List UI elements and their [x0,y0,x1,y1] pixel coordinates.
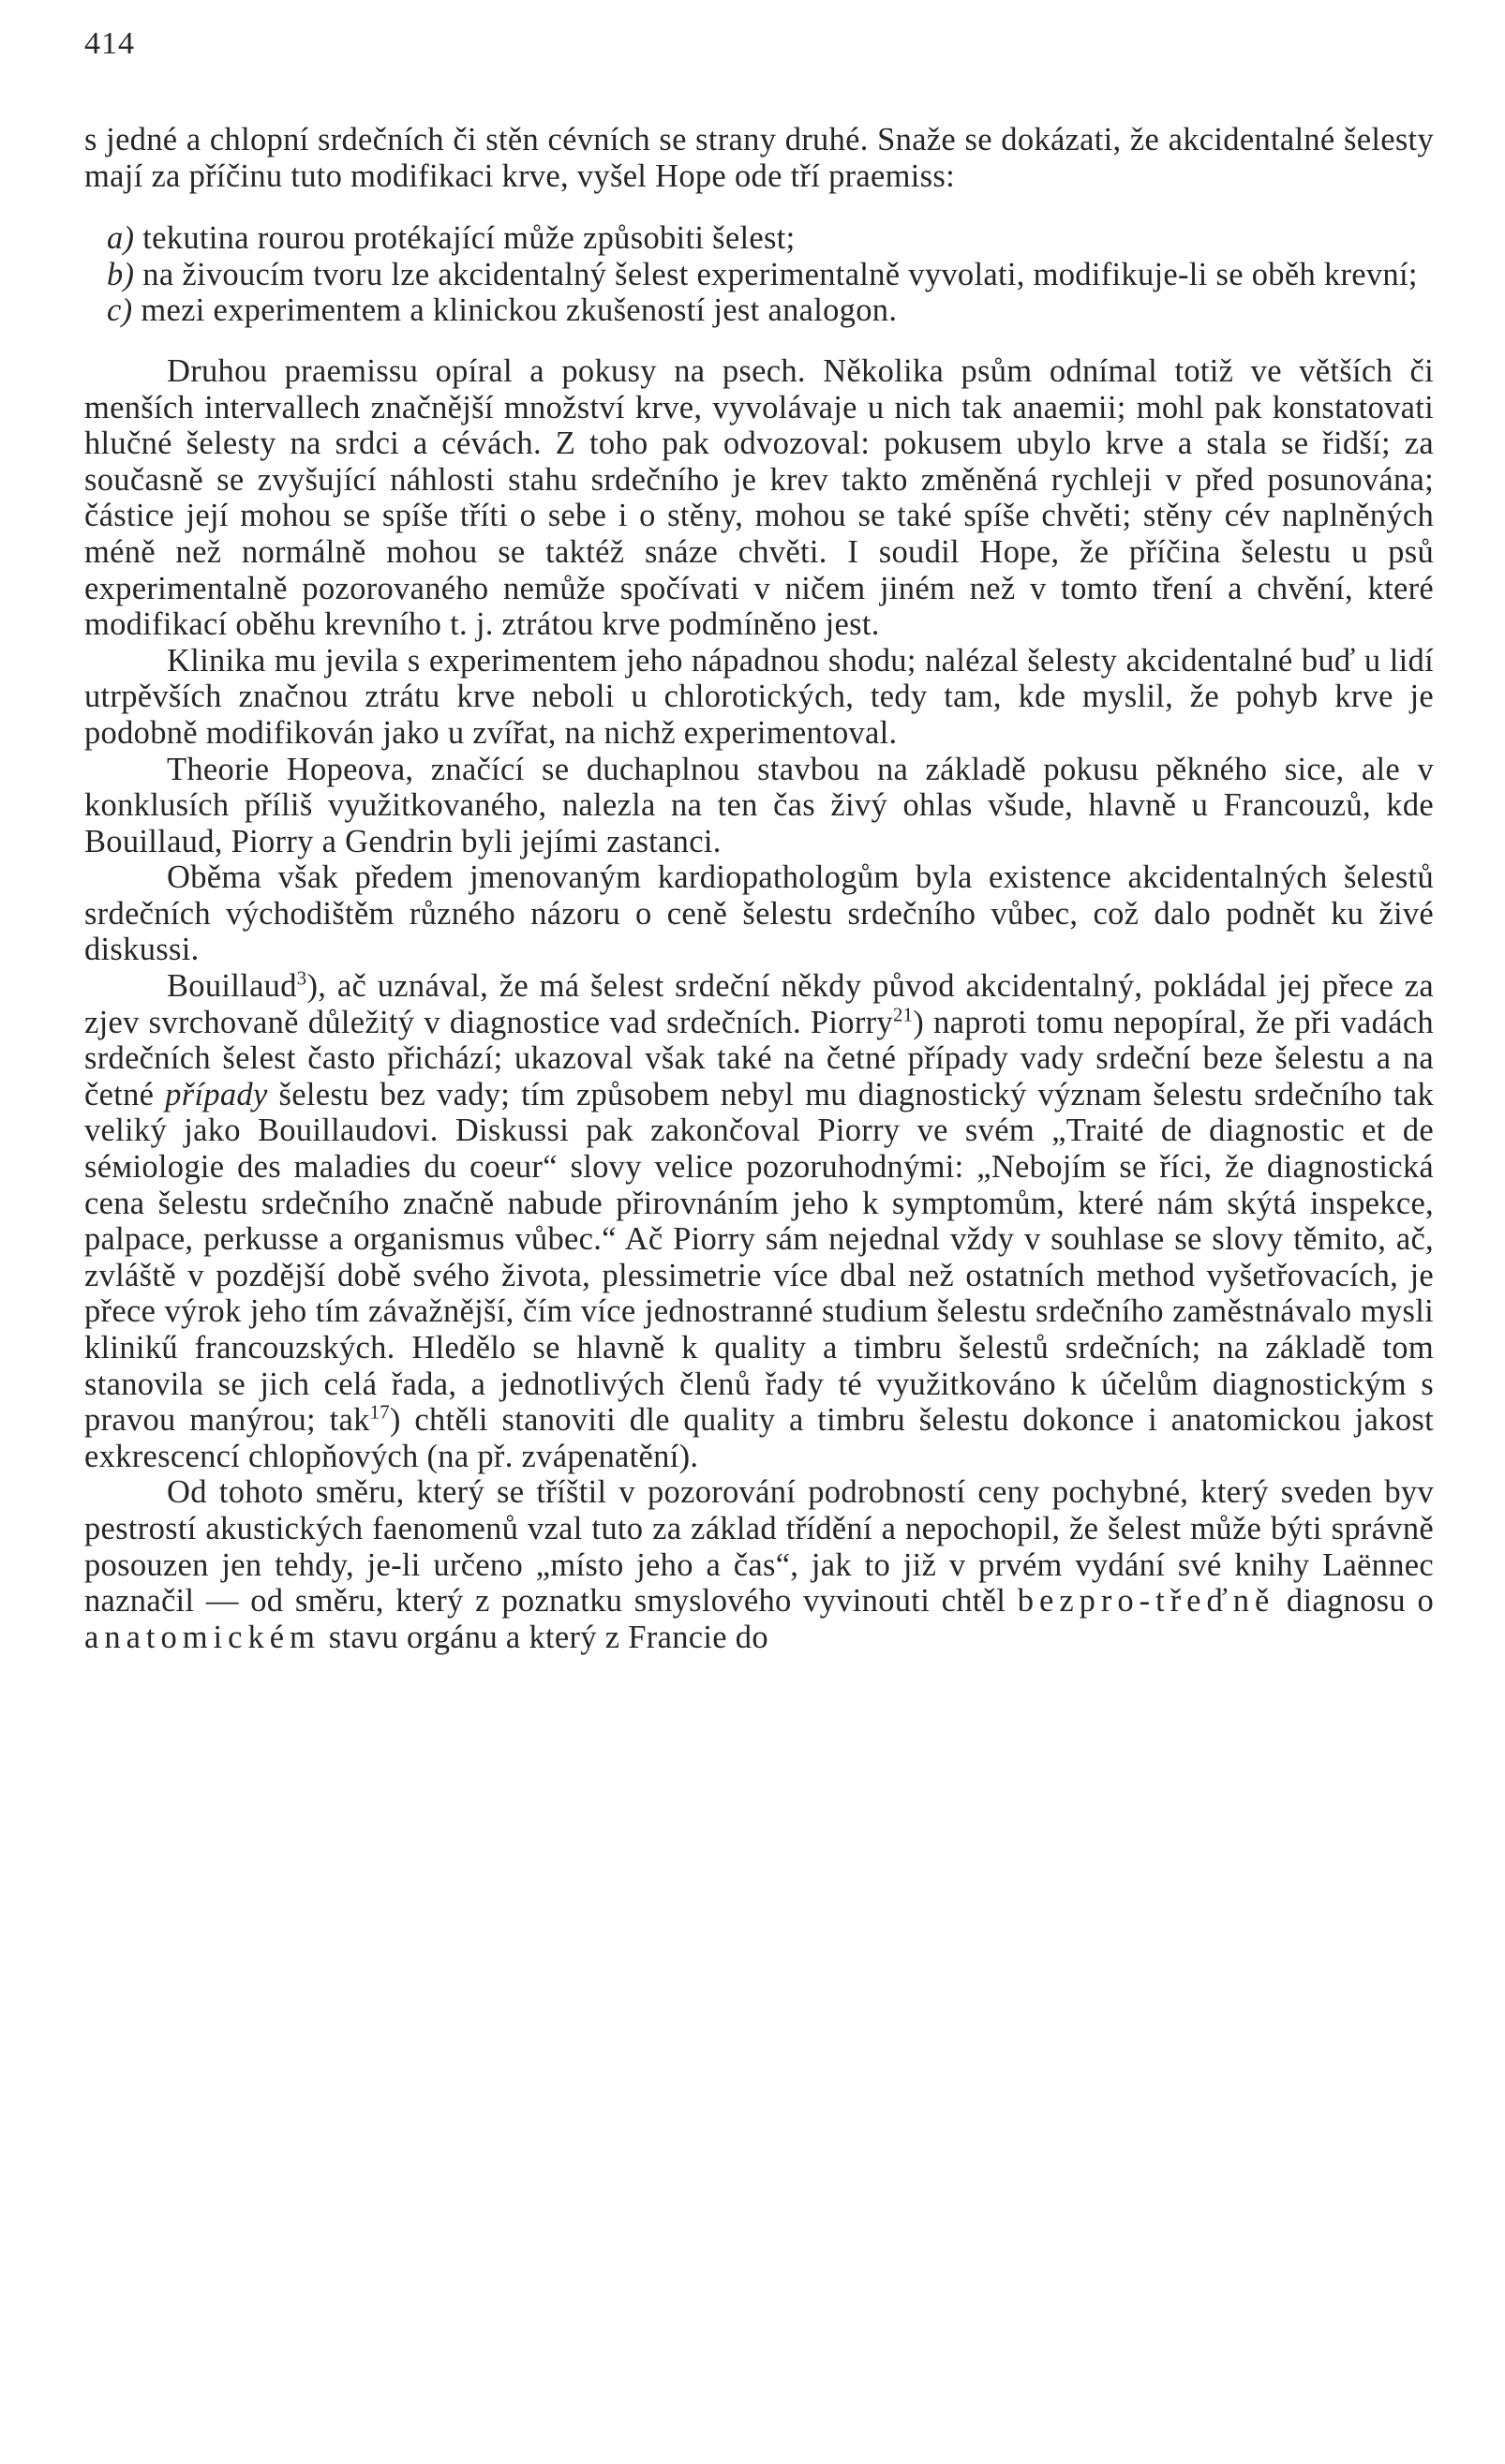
footnote-ref-21: 21 [892,1005,914,1026]
footnote-ref-3: 3 [296,968,307,990]
premise-b-text: na živoucím tvoru lze akcidentalný šelest experimentalně vyvolati, modifikuje-li se oběh krevní; [142,256,1418,292]
paragraph-6-part-1: Od tohoto směru, který se tříštil v pozorování podrobností ceny pochybné, který sveden byv pestrostí akustických faenomenů vzal tuto za základ třídění a nepochopil, že šelest může býti správně posouzen jen tehdy, je-li určeno „místo jeho a čas“, jak to již v prvém vydání své knihy Laënnec naznačil — od směru, který z poznatku smyslového vyvinouti chtěl [84,1474,1434,1620]
footnote-ref-17: 17 [369,1402,390,1424]
paragraph-1: Druhou praemissu opíral a pokusy na psech. Několika psům odnímal totiž ve větších či menších intervallech značnější množství krve, vyvolávaje u nich tak anaemii; mohl pak konstatovati hlučné šelesty na srdci a cévách. Z toho pak odvozoval: pokusem ubylo krve a stala se řidší; za současně se zvyšující náhlosti stahu srdečního je krev takto změněná rychleji v před posunována; částice její mohou se spíše tříti o sebe i o stěny, mohou se také spíše chvěti; stěny cév naplněných méně než normálně mohou se taktéž snáze chvěti. I soudil Hope, že příčina šelestu u psů experimentalně pozorovaného nemůže spočívati v ničem jiném než v tomto tření a chvění, které modifikací oběhu krevního t. j. ztrátou krve podmíněno jest. [84,352,1434,643]
premise-c-letter: c) [107,292,133,329]
paragraph-4: Oběma však předem jmenovaným kardiopathologům byla existence akcidentalných šelestů srdečních východištěm různého názoru o ceně šelestu srdečního vůbec, což dalo podnět ku živé diskussi. [84,859,1434,968]
paragraph-5 [84,968,1434,1474]
spaced-emphasis-2: anatomickém [84,1619,320,1655]
paragraph-5-emphasis: případy [165,1076,268,1113]
paragraph-5-part-3: šelestu bez vady; tím způsobem nebyl mu diagnostický význam šelestu srdečního tak veliký jako Bouillaudovi. Diskussi pak zakončoval Piorry ve svém „Traité de diagnostic et de séміologie des maladies du coeur“ slovy velice pozoruhodnými: „Nebojím se říci, že diagnostická cena šelestu srdečního značně nabude přirovnáním jeho k symptomům, které nám skýtá inspekce, palpace, perkusse a organismus vůbec.“ Ač Piorry sám nejednal vždy v souhlase se slovy těmito, ač, zvláště v pozdější době svého života, plessimetrie více dbal než ostatních method vyšetřovacích, je přece výrok jeho tím závažnější, čím více jednostranné studium šelestu srdečního zaměstnávalo mysli klinikű francouzských. Hledělo se hlavně k quality a timbru šelestů srdečních; na základě tom stanovila se jich celá řada, a jednotlivých členů řady té využitkováno k účelům diagnostickým s pravou manýrou; tak [84,1076,1434,1439]
premise-a [84,220,1434,257]
premise-a-letter: a) [107,220,135,257]
premise-a-text: tekutina rourou protékající může způsobiti šelest; [142,220,796,257]
paragraph-2: Klinika mu jevila s experimentem jeho nápadnou shodu; nalézal šelesty akcidentalné buď u lidí utrpěvších značnou ztrátu krve neboli u chlorotických, tedy tam, kde myslil, že pohyb krve je podobně modifikován jako u zvířat, na nichž experimentoval. [84,642,1434,751]
paragraph-6-part-3: stavu orgánu a který z Francie do [320,1619,768,1655]
intro-paragraph: s jedné a chlopní srdečních či stěn cévních se strany druhé. Snaže se dokázati, že akcidentalné šelesty mají za příčinu tuto modifikaci krve, vyšel Hope ode tří praemiss: [84,122,1434,194]
page-number: 414 [84,26,135,61]
paragraph-6-part-2: diagnosu o [1274,1583,1435,1620]
premise-b [84,257,1434,293]
premise-c [84,292,1434,329]
premise-b-letter: b) [107,256,135,292]
author-bouillaud: Bouillaud [167,968,297,1005]
paragraph-5-part-1: ), ač uznával, že má šelest srdeční někdy původ akcidentalný, pokládal jej přece za zjev svrchovaně důležitý v diagnostice vad srdečních. Piorry [84,968,1434,1040]
paragraph-6 [84,1474,1434,1655]
spaced-emphasis-1: bezpro-třeďně [1017,1583,1275,1620]
paragraph-5-part-2: ) naproti tomu nepopíral, že při vadách srdečních šelest často přichází; ukazoval však také na četné případy vady srdeční beze šelestu a na četné [84,1004,1434,1113]
premise-c-text: mezi experimentem a klinickou zkušeností jest analogon. [141,292,898,329]
paragraph-5-part-4: ) chtěli stanoviti dle quality a timbru šelestu dokonce i anatomickou jakost exkrescencí chlopňových (na př. zvápenatění). [84,1402,1435,1474]
paragraph-3: Theorie Hopeova, značící se duchaplnou stavbou na základě pokusu pěkného sice, ale v konklusích příliš využitkovaného, nalezla na ten čas živý ohlas všude, hlavně u Francouzů, kde Bouillaud, Piorry a Gendrin byli jejími zastanci. [84,751,1434,859]
premises-list [84,220,1434,329]
body-text [84,122,1434,1655]
